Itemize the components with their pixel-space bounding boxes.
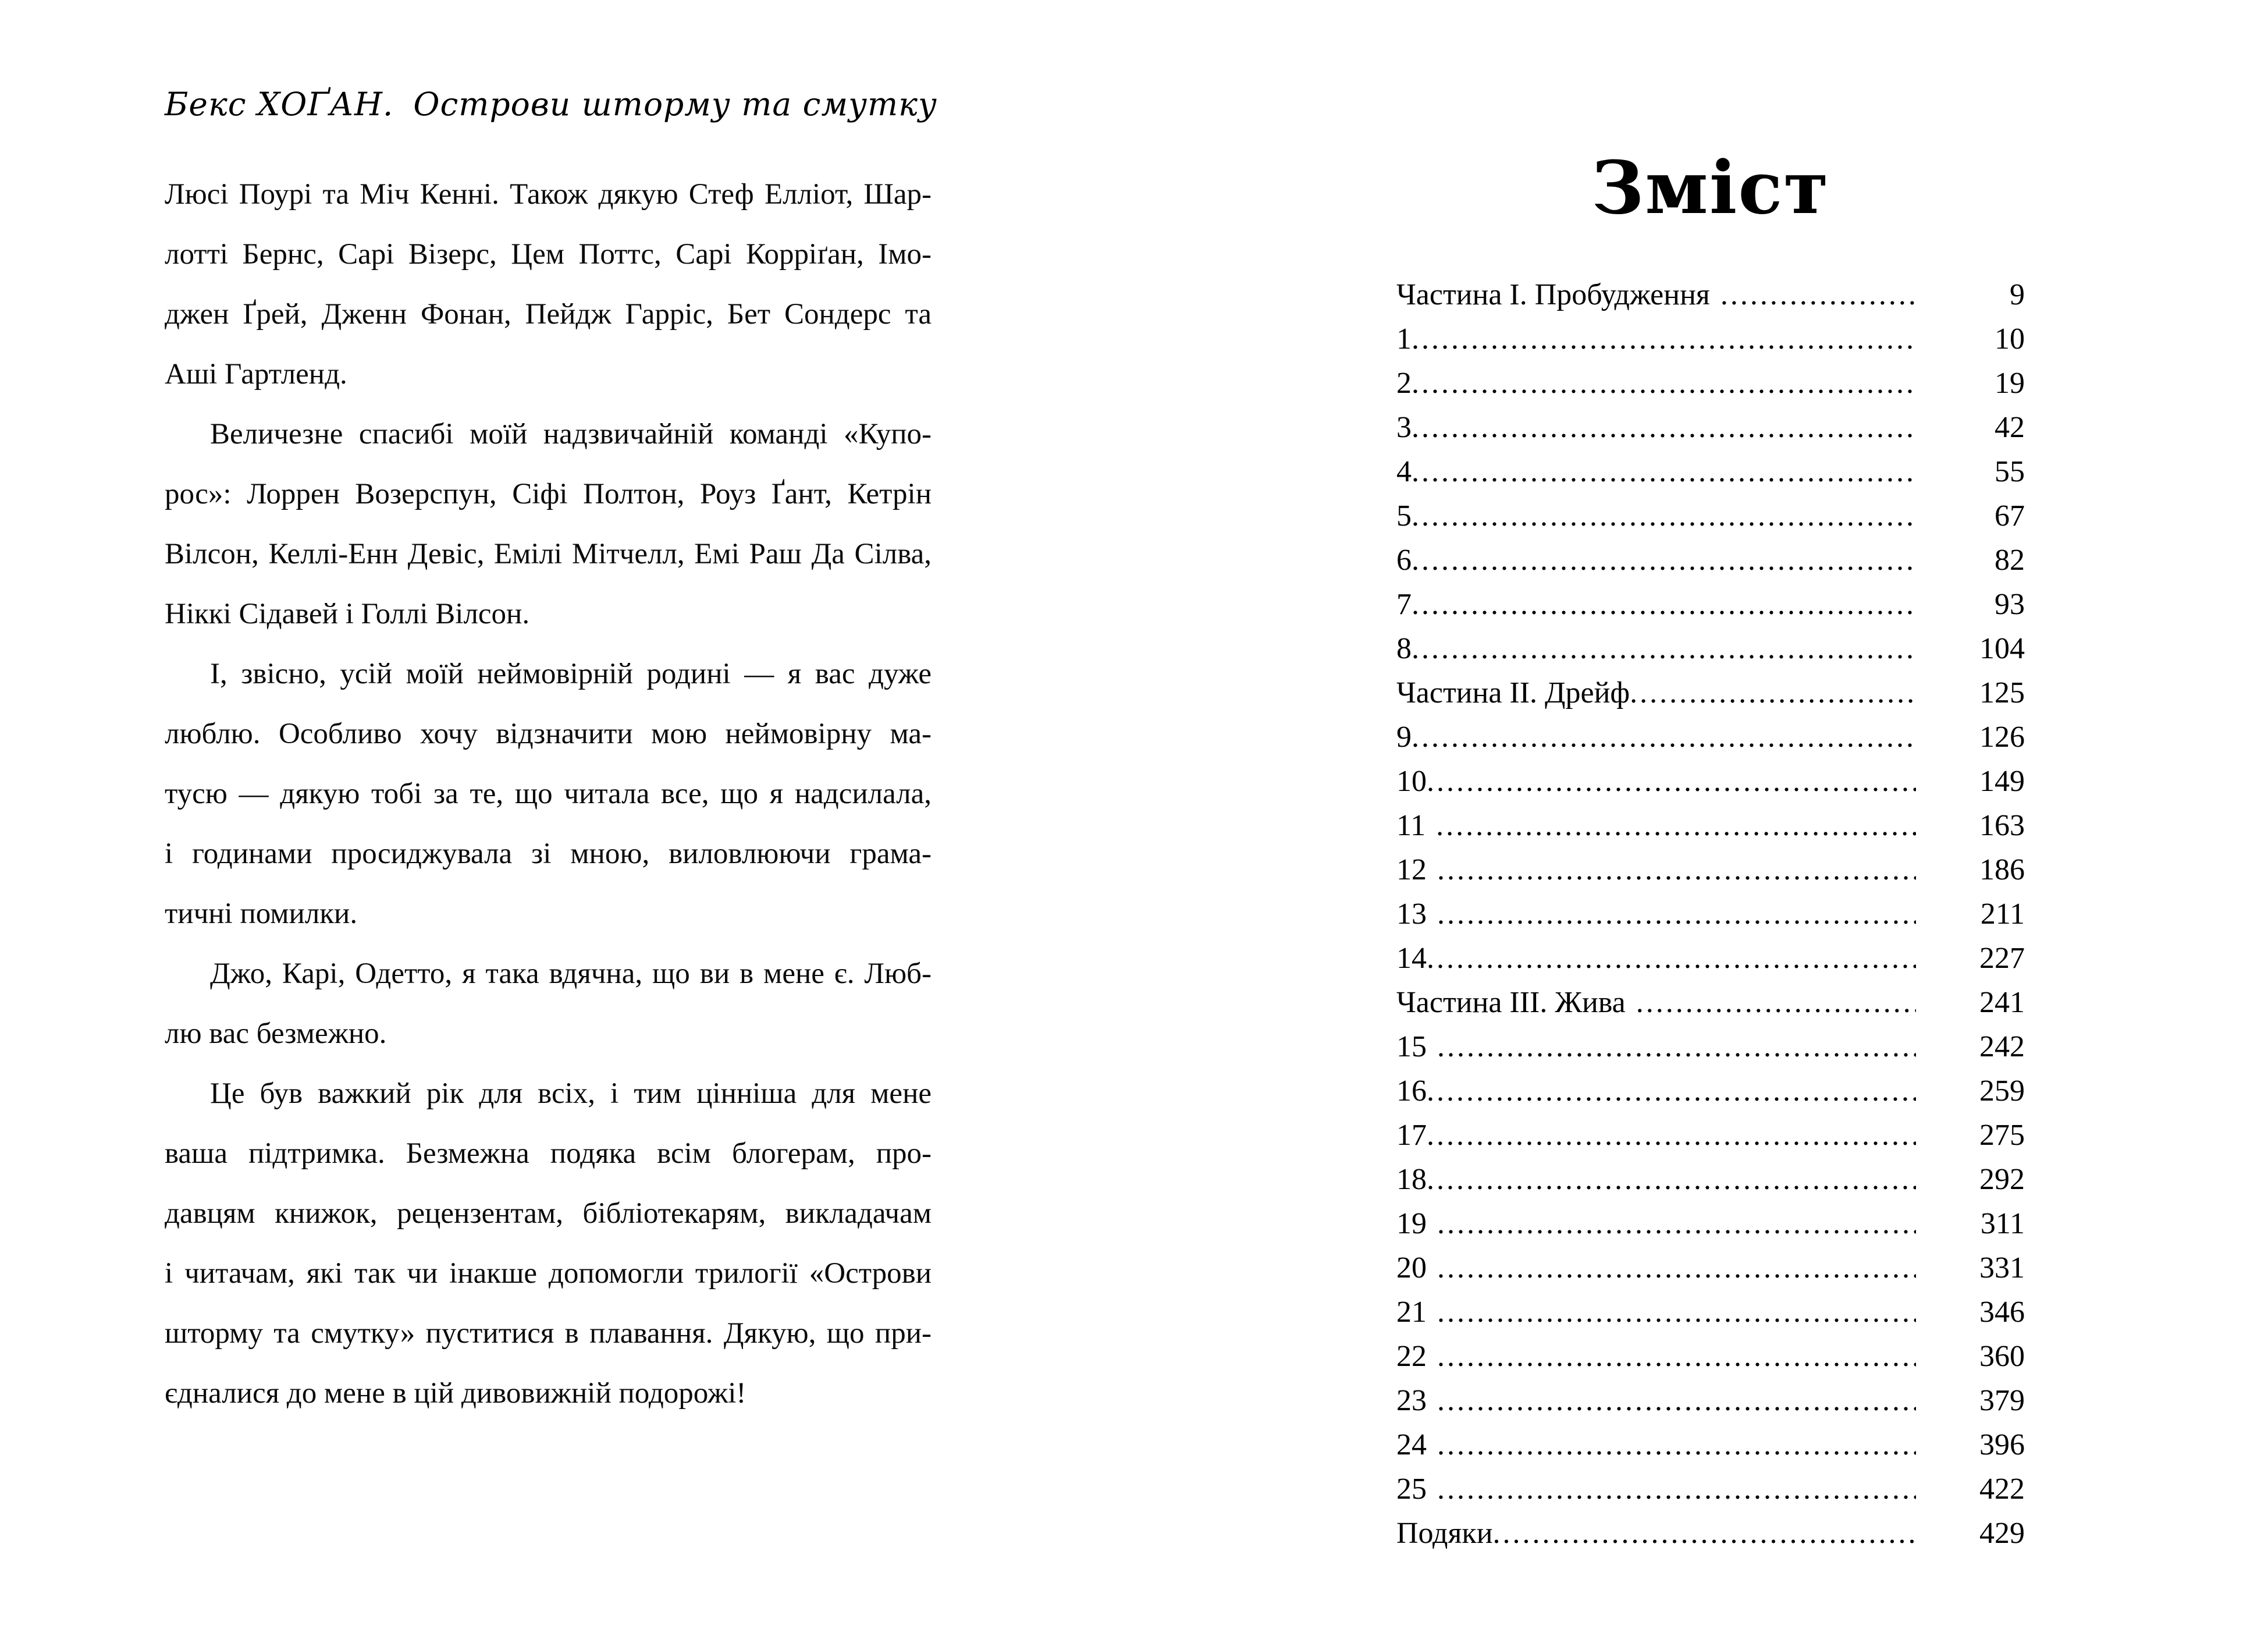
- acknowledgments-page: [165, 86, 937, 1424]
- toc-entry-label: 6: [1396, 544, 1412, 577]
- toc-dot-leader: [1427, 1246, 1916, 1290]
- toc-entry-label: 9: [1396, 721, 1412, 754]
- text-line: Величезне спасибі моїй надзвичайній команді «Купо-: [210, 418, 932, 450]
- toc-entry-label: 20: [1396, 1251, 1427, 1285]
- toc-entry-page: 149: [1979, 765, 2025, 799]
- toc-dot-leader: [1412, 715, 1916, 760]
- text-line: Аші Гартленд.: [165, 358, 347, 391]
- toc-entry-page: 346: [1979, 1296, 2025, 1329]
- toc-entry-page: 360: [1979, 1340, 2025, 1374]
- toc-dot-leader: [1412, 361, 1916, 406]
- toc-entry-page: 93: [1995, 588, 2025, 622]
- running-head-book-title: Острови шторму та смутку: [413, 86, 937, 123]
- toc-entry-label: 1: [1396, 322, 1412, 356]
- toc-entry: [1396, 538, 2025, 583]
- toc-dot-leader: [1427, 1113, 1916, 1158]
- toc-entry-page: 242: [1979, 1030, 2025, 1064]
- toc-entry-label: 13: [1396, 897, 1427, 931]
- toc-entry-label: 18: [1396, 1163, 1427, 1197]
- text-line: давцям книжок, рецензентам, бібліотекарям, викладачам: [165, 1197, 932, 1230]
- acknowledgments-text: [165, 165, 932, 1424]
- toc-entry-label: Частина III. Жива: [1396, 986, 1626, 1020]
- toc-dot-leader: [1427, 760, 1916, 804]
- toc-dot-leader: [1493, 1511, 1916, 1556]
- toc-list: [1396, 273, 2025, 1556]
- toc-dot-leader: [1412, 583, 1916, 627]
- toc-entry-page: 19: [1995, 367, 2025, 400]
- toc-entry: [1396, 361, 2025, 406]
- toc-entry-page: 429: [1979, 1517, 2025, 1550]
- toc-dot-leader: [1427, 1025, 1916, 1069]
- toc-entry-label: Частина I. Пробудження: [1396, 278, 1710, 312]
- toc-dot-leader: [1412, 627, 1916, 671]
- toc-dot-leader: [1630, 671, 1916, 715]
- toc-entry: [1396, 848, 2025, 892]
- toc-entry-label: 7: [1396, 588, 1412, 622]
- toc-entry-page: 10: [1995, 322, 2025, 356]
- running-head-author: Бекс ХОҐАН.: [165, 86, 394, 123]
- text-line: лотті Бернс, Сарі Візерс, Цем Поттс, Сарі Корріґан, Імо-: [165, 238, 932, 271]
- text-line: шторму та смутку» пуститися в плавання. Дякую, що при-: [165, 1317, 932, 1350]
- toc-entry: [1396, 1290, 2025, 1335]
- toc-entry-page: 211: [1980, 897, 2025, 931]
- toc-dot-leader: [1427, 1158, 1916, 1202]
- text-line: тичні помилки.: [165, 897, 358, 930]
- text-line: І, звісно, усій моїй неймовірній родині — я вас дуже: [210, 658, 932, 690]
- toc-entry: [1396, 1335, 2025, 1379]
- toc-entry: [1396, 273, 2025, 317]
- toc-dot-leader: [1412, 450, 1916, 494]
- toc-entry: [1396, 583, 2025, 627]
- toc-entry-label: 22: [1396, 1340, 1427, 1374]
- toc-entry-label: 5: [1396, 499, 1412, 533]
- toc-entry-page: 163: [1979, 809, 2025, 843]
- toc-entry-page: 82: [1995, 544, 2025, 577]
- text-line: Люсі Поурі та Міч Кенні. Також дякую Стеф Елліот, Шар-: [165, 178, 932, 211]
- toc-entry: [1396, 317, 2025, 361]
- text-line: Ніккі Сідавей і Голлі Вілсон.: [165, 598, 530, 630]
- toc-entry-label: 11: [1396, 809, 1426, 843]
- text-line: рос»: Лоррен Возерспун, Сіфі Полтон, Роуз Ґант, Кетрін: [165, 478, 932, 510]
- toc-entry-page: 9: [2010, 278, 2025, 312]
- text-line: лю вас безмежно.: [165, 1017, 387, 1050]
- toc-entry-label: 12: [1396, 853, 1427, 887]
- toc-entry: [1396, 892, 2025, 936]
- toc-entry-page: 331: [1979, 1251, 2025, 1285]
- toc-entry-page: 55: [1995, 455, 2025, 489]
- table-of-contents-page: [1396, 146, 2025, 1556]
- toc-entry-page: 396: [1979, 1428, 2025, 1462]
- toc-entry: [1396, 1202, 2025, 1246]
- toc-entry-label: 15: [1396, 1030, 1427, 1064]
- toc-entry: [1396, 1113, 2025, 1158]
- toc-entry: [1396, 494, 2025, 538]
- toc-dot-leader: [1427, 936, 1916, 981]
- toc-dot-leader: [1427, 1423, 1916, 1467]
- toc-entry: [1396, 1158, 2025, 1202]
- text-line: і годинами просиджувала зі мною, виловлюючи грама-: [165, 838, 932, 870]
- toc-entry-label: 24: [1396, 1428, 1427, 1462]
- text-line: Джо, Карі, Одетто, я така вдячна, що ви в мене є. Люб-: [210, 957, 932, 990]
- toc-entry-label: 19: [1396, 1207, 1427, 1241]
- toc-entry: [1396, 1379, 2025, 1423]
- toc-dot-leader: [1427, 1467, 1916, 1511]
- toc-entry-page: 259: [1979, 1074, 2025, 1108]
- toc-dot-leader: [1412, 538, 1916, 583]
- text-line: Вілсон, Келлі-Енн Девіс, Емілі Мітчелл, Емі Раш Да Сілва,: [165, 538, 932, 570]
- toc-entry: [1396, 760, 2025, 804]
- toc-entry-page: 422: [1979, 1472, 2025, 1506]
- toc-dot-leader: [1710, 273, 1916, 317]
- toc-entry-label: 17: [1396, 1119, 1427, 1152]
- text-line: люблю. Особливо хочу відзначити мою неймовірну ма-: [165, 718, 932, 750]
- toc-entry-label: 10: [1396, 765, 1427, 799]
- toc-entry: [1396, 1423, 2025, 1467]
- toc-entry: [1396, 1069, 2025, 1113]
- toc-dot-leader: [1412, 494, 1916, 538]
- toc-dot-leader: [1427, 848, 1916, 892]
- text-line: джен Ґрей, Дженн Фонан, Пейдж Гарріс, Бет Сондерс та: [165, 298, 932, 331]
- text-line: єдналися до мене в цій дивовижній подорожі!: [165, 1377, 746, 1410]
- running-head: [165, 86, 937, 123]
- toc-dot-leader: [1427, 1069, 1916, 1113]
- toc-dot-leader: [1412, 406, 1916, 450]
- toc-dot-leader: [1427, 1335, 1916, 1379]
- toc-entry-page: 42: [1995, 411, 2025, 445]
- toc-entry: [1396, 936, 2025, 981]
- text-line: і читачам, які так чи інакше допомогли трилогії «Острови: [165, 1257, 932, 1290]
- toc-entry-label: 2: [1396, 367, 1412, 400]
- toc-entry: [1396, 406, 2025, 450]
- toc-entry-page: 292: [1979, 1163, 2025, 1197]
- text-line: Це був важкий рік для всіх, і тим цінніша для мене: [210, 1077, 932, 1110]
- toc-entry: [1396, 1246, 2025, 1290]
- toc-dot-leader: [1427, 1379, 1916, 1423]
- toc-entry-page: 186: [1979, 853, 2025, 887]
- toc-entry-label: 14: [1396, 942, 1427, 975]
- toc-entry-page: 275: [1979, 1119, 2025, 1152]
- toc-entry: [1396, 1025, 2025, 1069]
- toc-entry: [1396, 450, 2025, 494]
- toc-dot-leader: [1427, 1202, 1916, 1246]
- toc-entry-page: 67: [1995, 499, 2025, 533]
- toc-entry-page: 241: [1979, 986, 2025, 1020]
- toc-title: Зміст: [1591, 146, 1830, 230]
- toc-entry: [1396, 1467, 2025, 1511]
- toc-entry-label: 25: [1396, 1472, 1427, 1506]
- toc-entry-page: 311: [1980, 1207, 2025, 1241]
- toc-entry-label: 4: [1396, 455, 1412, 489]
- toc-dot-leader: [1427, 1290, 1916, 1335]
- text-line: ваша підтримка. Безмежна подяка всім блогерам, про-: [165, 1137, 932, 1170]
- toc-entry: [1396, 627, 2025, 671]
- text-line: тусю — дякую тобі за те, що читала все, що я надсилала,: [165, 778, 932, 810]
- toc-entry-label: 21: [1396, 1296, 1427, 1329]
- toc-entry: [1396, 1511, 2025, 1556]
- toc-entry: [1396, 981, 2025, 1025]
- toc-entry: [1396, 715, 2025, 760]
- toc-entry-label: 8: [1396, 632, 1412, 666]
- toc-dot-leader: [1426, 804, 1916, 848]
- toc-dot-leader: [1626, 981, 1916, 1025]
- toc-entry-label: 16: [1396, 1074, 1427, 1108]
- toc-entry-page: 379: [1979, 1384, 2025, 1418]
- toc-entry-page: 125: [1979, 676, 2025, 710]
- toc-entry-page: 126: [1979, 721, 2025, 754]
- toc-entry: [1396, 671, 2025, 715]
- toc-entry: [1396, 804, 2025, 848]
- toc-entry-label: Частина II. Дрейф: [1396, 676, 1630, 710]
- toc-entry-page: 104: [1979, 632, 2025, 666]
- toc-entry-label: Подяки: [1396, 1517, 1493, 1550]
- toc-dot-leader: [1427, 892, 1916, 936]
- toc-entry-label: 23: [1396, 1384, 1427, 1418]
- toc-entry-label: 3: [1396, 411, 1412, 445]
- toc-entry-page: 227: [1979, 942, 2025, 975]
- toc-dot-leader: [1412, 317, 1916, 361]
